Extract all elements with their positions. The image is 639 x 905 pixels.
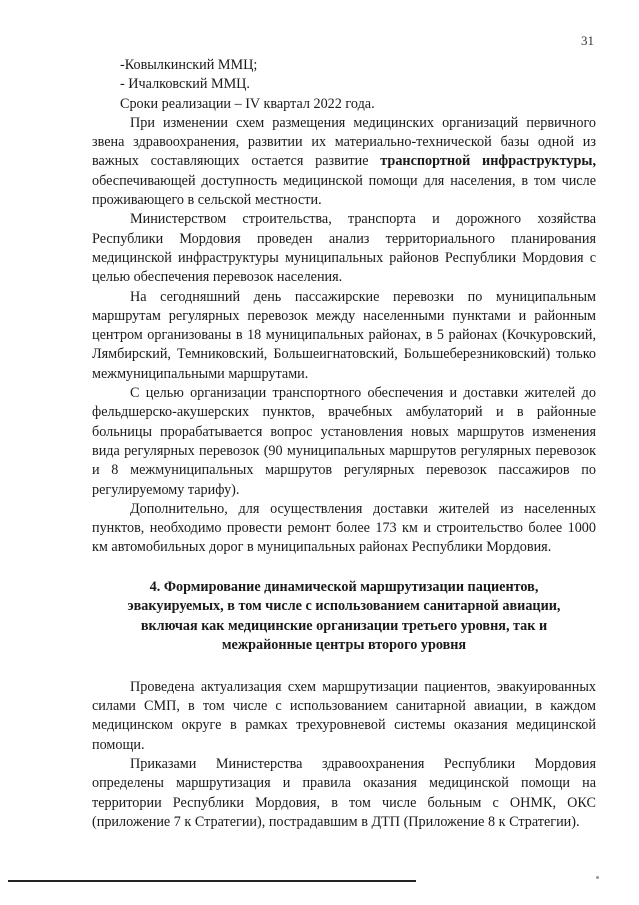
paragraph-text: обеспечивающей доступность медицинской помощи для населения, в том числе проживающего в сельской местности. bbox=[92, 172, 596, 209]
paragraph-infrastructure bbox=[92, 114, 596, 210]
list-item: -Ковылкинский ММЦ; bbox=[120, 57, 258, 73]
deadline-line: Сроки реализации – IV квартал 2022 года. bbox=[120, 95, 375, 112]
paragraph-road-repair: Дополнительно, для осуществления доставки жителей из населенных пунктов, необходимо провести ремонт более 173 км и строительство более 1000 км автомобильных дорог в муниципальных районах Республики Мордовия. bbox=[92, 500, 596, 556]
scan-mark bbox=[596, 876, 599, 879]
document-body bbox=[92, 56, 596, 832]
paragraph-ministry-orders: Приказами Министерства здравоохранения Республики Мордовия определены маршрутизация и правила оказания медицинской помощи на территории Республики Мордовия, в том числе больным с ОНМК, ОКС (приложение 7 к Стратегии), пострадавшим в ДТП (Приложение 8 к Стратегии). bbox=[92, 755, 596, 830]
heading-line: межрайонные центры второго уровня bbox=[221, 637, 467, 654]
footer-rule bbox=[8, 880, 416, 882]
emphasis-text: транспортной инфраструктуры, bbox=[380, 153, 596, 170]
paragraph-new-routes: С целью организации транспортного обеспечения и доставки жителей до фельдшерско-акушерских пунктов, врачебных амбулаторий и в районные больницы прорабатывается вопрос установления новых маршрутов изменения вида регулярных перевозок (90 муниципальных маршрутов регулярных перевозок и 8 межмуниципальных маршрутов регулярных перевозок пассажиров по регулируемому тарифу). bbox=[92, 385, 596, 498]
page-number: 31 bbox=[581, 33, 594, 48]
heading-line: включая как медицинские организации третьего уровня, так и bbox=[140, 617, 548, 634]
heading-line: эвакуируемых, в том числе с использованием санитарной авиации, bbox=[127, 598, 561, 615]
paragraph-routing-update: Проведена актуализация схем маршрутизации пациентов, эвакуированных силами СМП, в том числе с использованием санитарной авиации, в каждом медицинском округе в рамках трехуровневой системы оказания медицинской помощи. bbox=[92, 678, 596, 753]
section-heading bbox=[92, 578, 596, 656]
paragraph-passenger-transport: На сегодняшний день пассажирские перевозки по муниципальным маршрутам регулярных перевозок между населенными пунктами и районным центром организованы в 18 муниципальных районах, в 5 районах (Кочкуровский, Лямбирский, Темниковский, Большеигнатовский, Большеберезниковский) только межмуниципальными маршрутами. bbox=[92, 288, 596, 382]
paragraph-ministry-analysis: Министерством строительства, транспорта и дорожного хозяйства Республики Мордовия проведен анализ территориального планирования медицинской инфраструктуры муниципальных районов Республики Мордовия с целью обеспечения перевозок населения. bbox=[92, 211, 596, 286]
paragraph-text: При изменении схем размещения медицинских организаций первичного звена здравоохранения, развитии их материально-технической базы одной из важных составляющих остается развитие bbox=[92, 114, 596, 170]
heading-line: 4. Формирование динамической маршрутизации пациентов, bbox=[149, 578, 539, 595]
list-item: - Ичалковский ММЦ. bbox=[120, 76, 250, 93]
